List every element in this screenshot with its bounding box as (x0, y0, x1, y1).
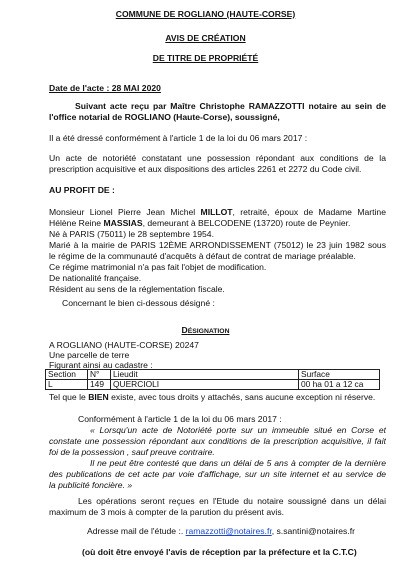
column-header: N° (88, 370, 111, 380)
quote-line-4: Il ne peut être contesté que dans un délai de 5 ans à compter de la dernière (90, 458, 386, 468)
act-date: Date de l'acte : 28 MAI 2020 (49, 83, 161, 93)
footer-note: (où doit être envoyé l'avis de réception par la préfecture et la C.T.C) (82, 547, 357, 557)
commune-heading: COMMUNE DE ROGLIANO (HAUTE-CORSE) (115, 9, 296, 19)
marriage-line-2: le régime de la communauté d'acquêts à défaut de contrat de mariage préalable. (49, 251, 356, 261)
contact-line: Adresse mail de l'étude :. ramazzotti@notaires.fr, s.santini@notaires.fr (87, 526, 355, 536)
operations-line-2: maximum de 3 mois à compter de la parution du présent avis. (49, 507, 285, 517)
quote-line-1: « Lorsqu'un acte de Notoriété porte sur un immeuble situé en Corse et (90, 425, 386, 435)
birth-line: Né à PARIS (75011) le 28 septembre 1954. (49, 229, 214, 239)
avis-heading: AVIS DE CRÉATION (165, 33, 246, 43)
designation-heading: DÉSIGNATION (181, 325, 230, 335)
beneficiary-line-1: Monsieur Lionel Pierre Jean Michel MILLOT, retraité, époux de Madame Martine (49, 207, 386, 217)
notoriete-line-2: prescription acquisitive et aux dispositions des articles 2261 et 2272 du Code civil. (49, 164, 362, 174)
regime-line: Ce régime matrimonial n'a pas fait l'objet de modification. (49, 262, 267, 272)
figurant-line: Figurant ainsi au cadastre : (49, 360, 153, 370)
bien-label: BIEN (88, 392, 109, 402)
table-row (46, 380, 380, 390)
quote-line-3: foi de la possession , sauf preuve contraire. (49, 447, 215, 457)
titre-heading: DE TITRE DE PROPRIÉTÉ (152, 53, 259, 63)
marriage-line-1: Marié à la mairie de PARIS 12ÈME ARRONDISSEMENT (75012) le 23 juin 1982 sous (49, 240, 386, 250)
profit-heading: AU PROFIT DE : (49, 185, 115, 195)
table-cell: QUERCIOLI (111, 380, 299, 390)
cadastre-table (45, 369, 380, 390)
dresse-line: Il a été dressé conformément à l'article 1 de la loi du 06 mars 2017 : (49, 133, 308, 143)
email-link[interactable]: ramazzotti@notaires.fr (185, 526, 272, 536)
nationality-line: De nationalité française. (49, 273, 142, 283)
column-header: Section (46, 370, 88, 380)
table-header-row (46, 370, 380, 380)
quote-line-6: la publicité foncière. » (49, 480, 133, 490)
lieu-line: A ROGLIANO (HAUTE-CORSE) 20247 (49, 340, 199, 350)
residence-line: Résident au sens de la réglementation fiscale. (49, 284, 225, 294)
column-header: Surface (299, 370, 380, 380)
spouse-surname: MASSIAS (103, 218, 143, 228)
concerne-line: Concernant le bien ci-dessous désigné : (62, 298, 215, 308)
quote-line-2: constate une possession répondant aux conditions de la prescription acquisitive, il fait (49, 436, 386, 446)
operations-line-1: Les opérations seront reçues en l'Etude du notaire soussigné dans un délai (78, 496, 386, 506)
table-cell: L (46, 380, 88, 390)
suivant-line-1: Suivant acte reçu par Maître Christophe RAMAZZOTTI notaire au sein de (75, 101, 386, 111)
beneficiary-surname: MILLOT (200, 207, 233, 217)
parcelle-line: Une parcelle de terre (49, 350, 130, 360)
table-cell: 00 ha 01 a 12 ca (299, 380, 380, 390)
notoriete-line-1: Un acte de notoriété constatant une possession répondant aux conditions de la (49, 153, 386, 163)
beneficiary-line-2: Hélène Reine MASSIAS, demeurant à BELCODENE (13720) route de Peynier. (49, 218, 351, 228)
column-header: Lieudit (111, 370, 299, 380)
tel-que-line: Tel que le BIEN existe, avec tous droits y attachés, sans aucune exception ni réserve. (49, 392, 376, 402)
quote-line-5: des publications de cet acte par voie d'affichage, sur un site internet et au service de (49, 469, 386, 479)
loi-intro: Conformément à l'article 1 de la loi du 06 mars 2017 : (78, 414, 282, 424)
suivant-line-2: l'office notarial de ROGLIANO (Haute-Corse), soussigné, (49, 112, 280, 122)
table-cell: 149 (88, 380, 111, 390)
